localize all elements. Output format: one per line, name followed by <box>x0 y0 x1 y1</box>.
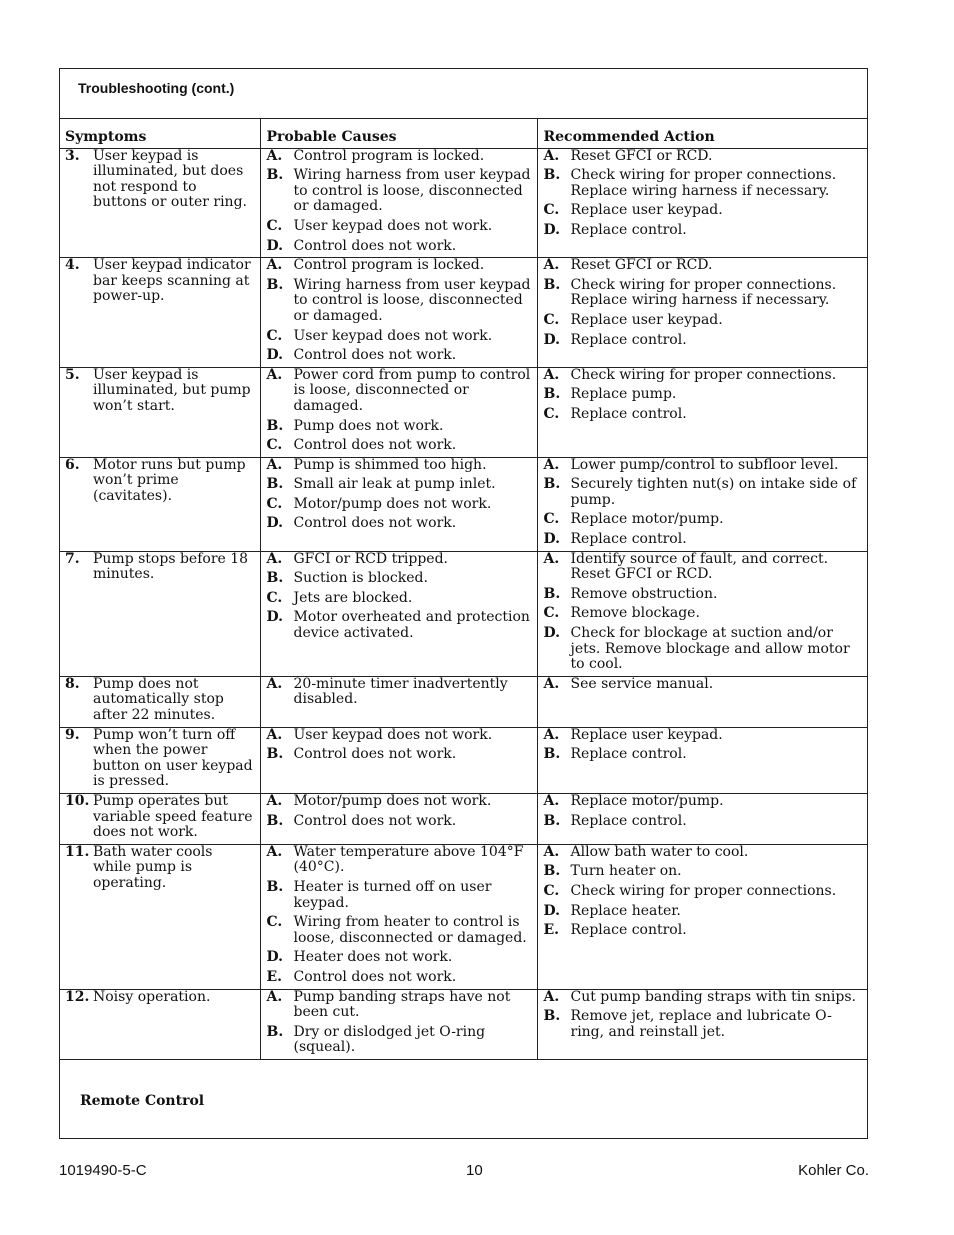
action-letter: A. <box>543 675 560 692</box>
cause-item <box>267 950 531 966</box>
action-letter: C. <box>543 882 560 899</box>
cause-item <box>267 239 531 255</box>
action-letter: C. <box>543 511 560 528</box>
action-letter: A. <box>543 988 560 1005</box>
symptom-number: 7. <box>65 550 80 567</box>
symptom-cell <box>59 551 260 676</box>
cause-letter: C. <box>266 589 283 606</box>
cause-text: Control program is locked. <box>293 147 485 164</box>
section-title: Troubleshooting (cont.) <box>78 80 235 96</box>
action-item <box>544 845 863 861</box>
action-letter: B. <box>543 585 561 602</box>
cause-item <box>267 258 531 274</box>
table-row <box>59 793 868 844</box>
header-actions: Recommended Action <box>537 119 868 149</box>
causes-cell <box>260 551 537 676</box>
action-text: Replace control. <box>570 922 687 939</box>
causes-cell <box>260 989 537 1059</box>
cause-letter: B. <box>266 746 284 763</box>
symptom-text: Pump does not automatically stop after 22 minutes. <box>93 675 224 723</box>
cause-item <box>267 497 531 513</box>
symptom <box>65 794 254 841</box>
action-text: Securely tighten nut(s) on intake side of pump. <box>570 476 857 508</box>
causes-cell <box>260 367 537 457</box>
actions-cell <box>537 148 868 258</box>
cause-letter: A. <box>266 147 283 164</box>
action-text: Remove jet, replace and lubricate O-ring, and reinstall jet. <box>570 1008 832 1040</box>
cause-item <box>267 458 531 474</box>
cause-letter: B. <box>266 878 284 895</box>
action-letter: B. <box>543 812 561 829</box>
cause-letter: C. <box>266 217 283 234</box>
table-row <box>59 367 868 457</box>
action-letter: C. <box>543 405 560 422</box>
action-text: Identify source of fault, and correct. Reset GFCI or RCD. <box>570 550 829 583</box>
cause-item <box>267 219 531 235</box>
cause-item <box>267 477 531 493</box>
table-row <box>59 727 868 793</box>
cause-text: Control does not work. <box>293 812 457 829</box>
cause-item <box>267 845 531 876</box>
footer-page-number: 10 <box>466 1162 483 1179</box>
action-text: Replace motor/pump. <box>570 511 724 528</box>
cause-text: Motor overheated and protection device activated. <box>293 609 530 642</box>
action-letter: A. <box>543 257 560 274</box>
cause-letter: B. <box>266 476 284 493</box>
action-letter: D. <box>543 902 561 919</box>
actions-cell <box>537 367 868 457</box>
action-text: Check wiring for proper connections. Replace wiring harness if necessary. <box>570 276 837 309</box>
action-text: Check wiring for proper connections. <box>570 882 837 899</box>
cause-letter: A. <box>266 456 283 473</box>
action-letter: B. <box>543 276 561 293</box>
troubleshooting-table <box>59 118 868 1060</box>
action-text: Check wiring for proper connections. <box>570 366 837 383</box>
causes-cell <box>260 676 537 727</box>
symptom <box>65 458 254 505</box>
action-letter: A. <box>543 456 560 473</box>
cause-letter: A. <box>266 257 283 274</box>
actions-cell <box>537 676 868 727</box>
footer-company: Kohler Co. <box>798 1162 869 1179</box>
action-item <box>544 904 863 920</box>
action-letter: C. <box>543 605 560 622</box>
cause-letter: A. <box>266 792 283 809</box>
cause-item <box>267 516 531 532</box>
cause-item <box>267 168 531 215</box>
action-text: See service manual. <box>570 675 714 692</box>
actions-cell <box>537 989 868 1059</box>
cause-letter: D. <box>266 609 284 626</box>
causes-cell <box>260 457 537 551</box>
cause-text: Control does not work. <box>293 515 457 532</box>
cause-item <box>267 610 531 641</box>
cause-letter: B. <box>266 812 284 829</box>
footer-doc-number: 1019490-5-C <box>59 1162 147 1179</box>
action-letter: B. <box>543 863 561 880</box>
cause-text: Water temperature above 104°F (40°C). <box>293 843 524 876</box>
action-item <box>544 203 863 219</box>
action-text: Allow bath water to cool. <box>570 843 749 860</box>
action-letter: B. <box>543 167 561 184</box>
action-item <box>544 407 863 423</box>
action-letter: A. <box>543 366 560 383</box>
cause-letter: A. <box>266 675 283 692</box>
cause-item <box>267 348 531 364</box>
action-text: Replace user keypad. <box>570 202 723 219</box>
action-item <box>544 677 863 693</box>
symptom <box>65 845 254 892</box>
cause-text: Motor/pump does not work. <box>293 792 492 809</box>
action-letter: C. <box>543 311 560 328</box>
action-item <box>544 814 863 830</box>
cause-text: Small air leak at pump inlet. <box>293 476 496 493</box>
action-item <box>544 149 863 165</box>
cause-text: Jets are blocked. <box>293 589 413 606</box>
cause-letter: A. <box>266 843 283 860</box>
cause-text: User keypad does not work. <box>293 217 493 234</box>
cause-text: Power cord from pump to control is loose, disconnected or damaged. <box>293 366 531 414</box>
cause-item <box>267 990 531 1021</box>
action-text: Replace user keypad. <box>570 726 723 743</box>
symptom <box>65 728 254 790</box>
symptom <box>65 258 254 305</box>
cause-text: Wiring from heater to control is loose, disconnected or damaged. <box>293 914 527 946</box>
cause-item <box>267 438 531 454</box>
cause-letter: B. <box>266 570 284 587</box>
action-text: Remove obstruction. <box>570 585 718 602</box>
symptom-number: 4. <box>65 257 80 274</box>
cause-item <box>267 880 531 911</box>
cause-text: Wiring harness from user keypad to control is loose, disconnected or damaged. <box>293 167 531 215</box>
action-item <box>544 477 863 508</box>
action-item <box>544 258 863 274</box>
action-item <box>544 884 863 900</box>
cause-text: Control does not work. <box>293 746 457 763</box>
cause-letter: D. <box>266 515 284 532</box>
cause-item <box>267 747 531 763</box>
action-letter: D. <box>543 625 561 642</box>
cause-letter: C. <box>266 327 283 344</box>
symptom-number: 9. <box>65 726 80 743</box>
action-text: Replace control. <box>570 746 687 763</box>
cause-letter: A. <box>266 726 283 743</box>
cause-letter: B. <box>266 276 284 293</box>
causes-cell <box>260 844 537 989</box>
action-text: Replace motor/pump. <box>570 792 724 809</box>
table-row <box>59 457 868 551</box>
cause-letter: D. <box>266 237 284 254</box>
table-row <box>59 676 868 727</box>
cause-item <box>267 915 531 946</box>
cause-letter: A. <box>266 550 283 567</box>
action-letter: A. <box>543 726 560 743</box>
cause-text: User keypad does not work. <box>293 726 493 743</box>
symptom-number: 5. <box>65 366 80 383</box>
cause-item <box>267 368 531 415</box>
action-text: Replace heater. <box>570 902 681 919</box>
action-letter: D. <box>543 531 561 548</box>
symptom-text: Bath water cools while pump is operating. <box>93 843 213 891</box>
symptom-number: 11. <box>65 843 90 860</box>
table-row <box>59 258 868 368</box>
actions-cell <box>537 727 868 793</box>
causes-cell <box>260 148 537 258</box>
action-item <box>544 387 863 403</box>
action-text: Check wiring for proper connections. Replace wiring harness if necessary. <box>570 167 837 199</box>
action-letter: C. <box>543 202 560 219</box>
action-item <box>544 168 863 199</box>
cause-letter: A. <box>266 366 283 383</box>
action-item <box>544 333 863 349</box>
action-letter: A. <box>543 843 560 860</box>
action-item <box>544 606 863 622</box>
action-letter: B. <box>543 386 561 403</box>
actions-cell <box>537 457 868 551</box>
action-text: Turn heater on. <box>570 863 682 880</box>
symptom <box>65 990 254 1006</box>
cause-letter: D. <box>266 347 284 364</box>
cause-letter: E. <box>266 968 283 985</box>
cause-item <box>267 728 531 744</box>
cause-letter: D. <box>266 949 284 966</box>
cause-item <box>267 591 531 607</box>
action-letter: B. <box>543 476 561 493</box>
symptom-cell <box>59 457 260 551</box>
cause-item <box>267 794 531 810</box>
symptom-cell <box>59 844 260 989</box>
actions-cell <box>537 793 868 844</box>
cause-text: Pump is shimmed too high. <box>293 456 487 473</box>
cause-text: Wiring harness from user keypad to control is loose, disconnected or damaged. <box>293 276 531 324</box>
action-text: Replace control. <box>570 812 687 829</box>
symptom <box>65 552 254 583</box>
action-text: Reset GFCI or RCD. <box>570 257 713 274</box>
action-letter: B. <box>543 746 561 763</box>
action-text: Replace pump. <box>570 386 677 403</box>
action-item <box>544 923 863 939</box>
action-text: Replace user keypad. <box>570 311 723 328</box>
symptom-cell <box>59 676 260 727</box>
cause-item <box>267 149 531 165</box>
symptom <box>65 368 254 415</box>
causes-cell <box>260 727 537 793</box>
action-item <box>544 532 863 548</box>
action-item <box>544 313 863 329</box>
table-row <box>59 989 868 1059</box>
action-letter: A. <box>543 792 560 809</box>
action-letter: D. <box>543 331 561 348</box>
action-letter: A. <box>543 550 560 567</box>
symptom-cell <box>59 258 260 368</box>
action-letter: A. <box>543 147 560 164</box>
symptom-cell <box>59 148 260 258</box>
cause-letter: B. <box>266 417 284 434</box>
cause-text: Pump banding straps have not been cut. <box>293 988 511 1021</box>
symptom-text: Noisy operation. <box>93 988 211 1005</box>
action-item <box>544 990 863 1006</box>
cause-item <box>267 278 531 325</box>
action-item <box>544 552 863 583</box>
symptom-number: 3. <box>65 147 80 164</box>
cause-item <box>267 1025 531 1056</box>
cause-item <box>267 571 531 587</box>
action-item <box>544 278 863 309</box>
cause-item <box>267 419 531 435</box>
cause-text: User keypad does not work. <box>293 327 493 344</box>
symptom-text: Pump operates but variable speed feature does not work. <box>93 792 253 841</box>
cause-text: Control does not work. <box>293 237 457 254</box>
cause-letter: C. <box>266 914 283 931</box>
action-text: Cut pump banding straps with tin snips. <box>570 988 857 1005</box>
action-text: Lower pump/control to subfloor level. <box>570 456 839 473</box>
cause-letter: A. <box>266 988 283 1005</box>
symptom-number: 8. <box>65 675 80 692</box>
action-letter: E. <box>543 922 560 939</box>
cause-letter: C. <box>266 437 283 454</box>
action-item <box>544 368 863 384</box>
cause-text: Heater does not work. <box>293 949 453 966</box>
symptom <box>65 677 254 724</box>
symptom-cell <box>59 989 260 1059</box>
cause-text: Suction is blocked. <box>293 570 428 587</box>
symptom-cell <box>59 367 260 457</box>
actions-cell <box>537 258 868 368</box>
action-item <box>544 626 863 673</box>
cause-item <box>267 677 531 708</box>
cause-text: 20-minute timer inadvertently disabled. <box>293 675 508 708</box>
action-text: Replace control. <box>570 331 687 348</box>
table-row <box>59 551 868 676</box>
actions-cell <box>537 844 868 989</box>
action-letter: D. <box>543 221 561 238</box>
cause-text: Motor/pump does not work. <box>293 495 492 512</box>
action-text: Replace control. <box>570 221 687 238</box>
causes-cell <box>260 258 537 368</box>
cause-text: Dry or dislodged jet O-ring (squeal). <box>293 1023 486 1056</box>
action-item <box>544 458 863 474</box>
cause-item <box>267 814 531 830</box>
symptom-number: 6. <box>65 456 80 473</box>
symptom-number: 10. <box>65 792 90 809</box>
header-causes: Probable Causes <box>260 119 537 149</box>
action-text: Replace control. <box>570 531 687 548</box>
cause-text: Pump does not work. <box>293 417 444 434</box>
symptom-number: 12. <box>65 988 90 1005</box>
remote-control-title: Remote Control <box>80 1093 205 1109</box>
cause-text: Heater is turned off on user keypad. <box>293 878 492 911</box>
symptom-text: User keypad is illuminated, but does not respond to buttons or outer ring. <box>93 147 247 211</box>
action-text: Replace control. <box>570 405 687 422</box>
action-text: Remove blockage. <box>570 605 700 622</box>
cause-letter: C. <box>266 495 283 512</box>
cause-item <box>267 970 531 986</box>
symptom <box>65 149 254 211</box>
actions-cell <box>537 551 868 676</box>
symptom-text: Pump won’t turn off when the power button on user keypad is pressed. <box>93 726 253 790</box>
symptom-cell <box>59 793 260 844</box>
action-text: Reset GFCI or RCD. <box>570 147 713 164</box>
cause-text: GFCI or RCD tripped. <box>293 550 449 567</box>
action-text: Check for blockage at suction and/or jets. Remove blockage and allow motor to cool. <box>570 625 850 673</box>
header-symptoms: Symptoms <box>59 119 260 149</box>
symptom-text: Pump stops before 18 minutes. <box>93 550 249 583</box>
symptom-text: User keypad is illuminated, but pump won’t start. <box>93 366 251 414</box>
symptom-text: Motor runs but pump won’t prime (cavitates). <box>93 456 246 504</box>
action-item <box>544 223 863 239</box>
symptom-cell <box>59 727 260 793</box>
action-item <box>544 587 863 603</box>
action-item <box>544 864 863 880</box>
causes-cell <box>260 793 537 844</box>
cause-letter: B. <box>266 167 284 184</box>
cause-text: Control does not work. <box>293 347 457 364</box>
table-header-row <box>59 119 868 149</box>
action-item <box>544 794 863 810</box>
cause-item <box>267 552 531 568</box>
cause-text: Control does not work. <box>293 968 457 985</box>
action-item <box>544 1009 863 1040</box>
symptom-text: User keypad indicator bar keeps scanning at power-up. <box>93 257 251 305</box>
table-row <box>59 844 868 989</box>
cause-text: Control program is locked. <box>293 257 485 274</box>
cause-text: Control does not work. <box>293 437 457 454</box>
action-letter: B. <box>543 1008 561 1025</box>
action-item <box>544 512 863 528</box>
cause-item <box>267 329 531 345</box>
action-item <box>544 728 863 744</box>
cause-letter: B. <box>266 1023 284 1040</box>
action-item <box>544 747 863 763</box>
table-row <box>59 148 868 258</box>
